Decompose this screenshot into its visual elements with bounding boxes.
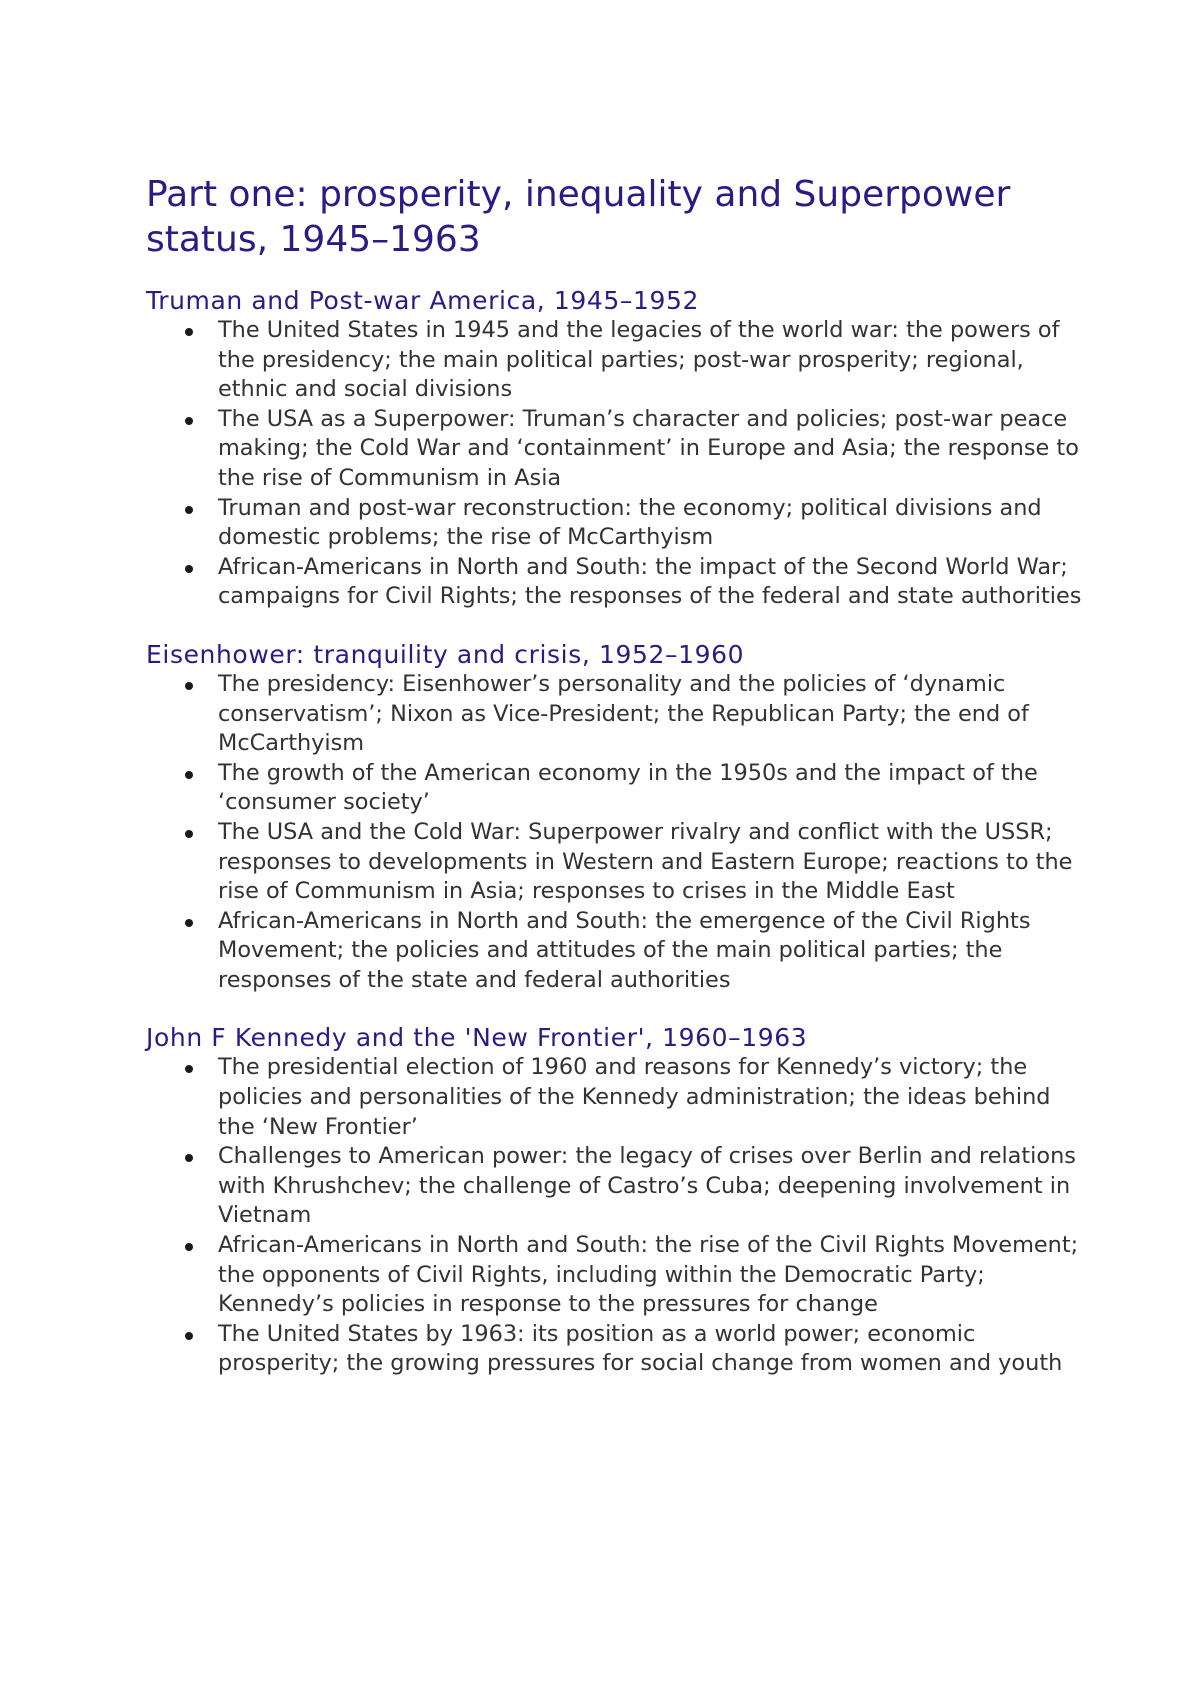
list-item-text: The USA and the Cold War: Superpower rivalry and conflict with the USSR; responses to developments in Western and Eastern Europe; reactions to the rise of Communism in Asia; responses to crises in the Middle East bbox=[218, 818, 1073, 905]
list-item-text: Truman and post-war reconstruction: the economy; political divisions and domestic problems; the rise of McCarthyism bbox=[218, 494, 1042, 551]
bullet-icon bbox=[185, 565, 193, 573]
list-item bbox=[146, 759, 1086, 818]
page-title: Part one: prosperity, inequality and Superpower status, 1945–1963 bbox=[146, 174, 1011, 260]
list-item bbox=[146, 1053, 1086, 1142]
list-item-text: The United States by 1963: its position as a world power; economic prosperity; the growing pressures for social change from women and youth bbox=[218, 1320, 1063, 1377]
section-kennedy bbox=[146, 1023, 1086, 1379]
list-item-text: Challenges to American power: the legacy of crises over Berlin and relations with Khrushchev; the challenge of Castro’s Cuba; deepening involvement in Vietnam bbox=[218, 1143, 1076, 1229]
bullet-icon bbox=[185, 771, 193, 779]
section-eisenhower bbox=[146, 640, 1086, 996]
section-truman bbox=[146, 286, 1086, 612]
bullet-icon bbox=[185, 1332, 193, 1340]
bullet-icon bbox=[185, 417, 193, 425]
list-item bbox=[146, 1231, 1086, 1320]
bullet-icon bbox=[185, 682, 193, 690]
bullet-icon bbox=[185, 1243, 193, 1251]
section-heading: John F Kennedy and the 'New Frontier', 1960–1963 bbox=[146, 1023, 808, 1053]
bullet-icon bbox=[185, 919, 193, 927]
list-item bbox=[146, 494, 1086, 553]
list-item-text: The presidency: Eisenhower’s personality and the policies of ‘dynamic conservatism’; Nixon as Vice-President; the Republican Party; the end of McCarthyism bbox=[218, 670, 1029, 757]
list-item bbox=[146, 316, 1086, 405]
list-item bbox=[146, 670, 1086, 759]
list-item-text: African-Americans in North and South: the emergence of the Civil Rights Movement; the policies and attitudes of the main political parties; the responses of the state and federal authorities bbox=[218, 907, 1031, 993]
bullet-list bbox=[146, 316, 1086, 612]
list-item-text: The USA as a Superpower: Truman’s character and policies; post-war peace making; the Cold War and ‘containment’ in Europe and Asia; the response to the rise of Communism in Asia bbox=[218, 405, 1079, 491]
section-heading: Truman and Post-war America, 1945–1952 bbox=[146, 286, 700, 315]
bullet-icon bbox=[185, 830, 193, 838]
list-item bbox=[146, 1142, 1086, 1231]
bullet-icon bbox=[185, 506, 193, 514]
list-item-text: The United States in 1945 and the legacies of the world war: the powers of the presidency; the main political parties; post-war prosperity; regional, ethnic and social divisions bbox=[218, 317, 1060, 403]
list-item bbox=[146, 907, 1086, 996]
list-item-text: African-Americans in North and South: the impact of the Second World War; campaigns for Civil Rights; the responses of the federal and state authorities bbox=[218, 553, 1082, 610]
document-page bbox=[146, 172, 1086, 1379]
bullet-list bbox=[146, 1053, 1086, 1379]
bullet-icon bbox=[185, 1154, 193, 1162]
bullet-icon bbox=[185, 328, 193, 336]
list-item bbox=[146, 553, 1086, 612]
bullet-list bbox=[146, 670, 1086, 996]
list-item bbox=[146, 1320, 1086, 1379]
list-item bbox=[146, 818, 1086, 907]
bullet-icon bbox=[185, 1065, 193, 1073]
section-heading: Eisenhower: tranquility and crisis, 1952–1960 bbox=[146, 639, 745, 669]
list-item-text: The growth of the American economy in the 1950s and the impact of the ‘consumer society’ bbox=[218, 759, 1038, 816]
list-item bbox=[146, 405, 1086, 494]
list-item-text: African-Americans in North and South: the rise of the Civil Rights Movement; the opponents of Civil Rights, including within the Democratic Party; Kennedy’s policies in response to the pressures for change bbox=[218, 1232, 1079, 1318]
list-item-text: The presidential election of 1960 and reasons for Kennedy’s victory; the policies and personalities of the Kennedy administration; the ideas behind the ‘New Frontier’ bbox=[218, 1054, 1051, 1140]
